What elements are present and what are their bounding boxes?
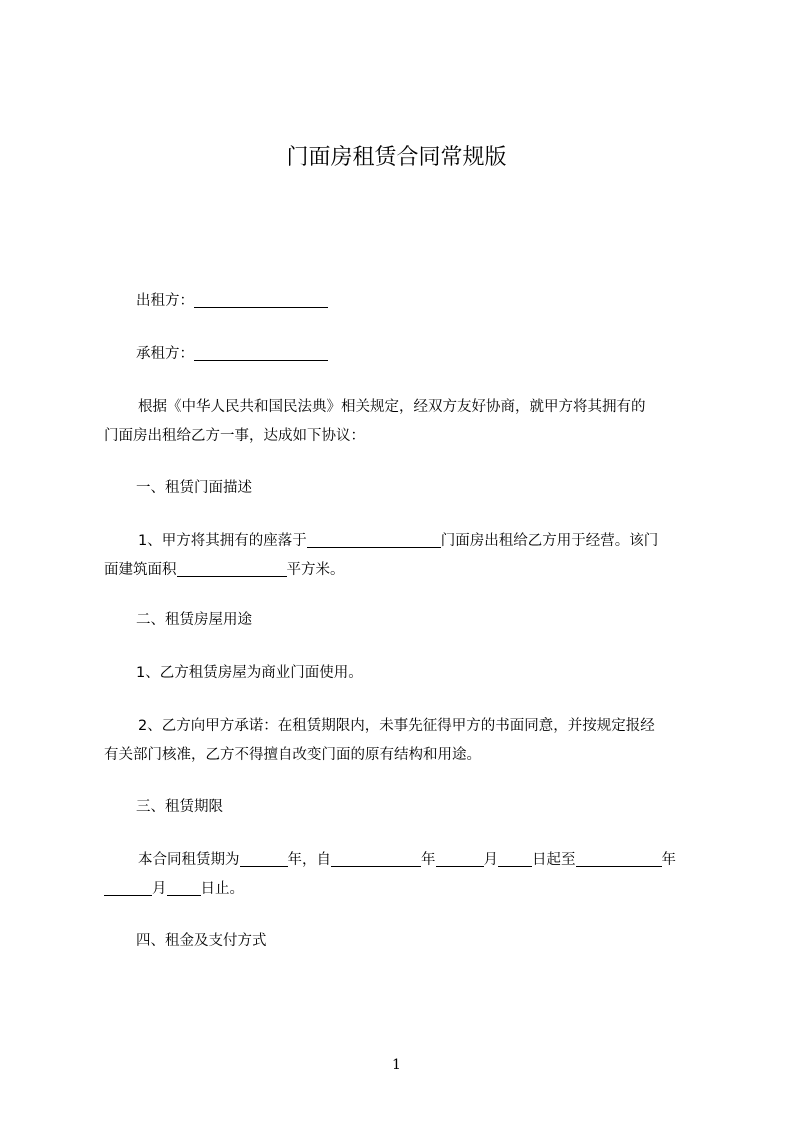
lessee-label: 承租方： bbox=[136, 346, 194, 362]
term-text: 月 bbox=[152, 881, 167, 897]
section-heading: 四、租金及支付方式 bbox=[136, 933, 267, 949]
section3-term bbox=[104, 846, 704, 904]
start-month-blank bbox=[436, 850, 484, 867]
location-blank bbox=[307, 531, 441, 548]
section-heading: 一、租赁门面描述 bbox=[136, 480, 252, 496]
term-text: 日止。 bbox=[200, 881, 244, 897]
item-text: 1、甲方将其拥有的座落于 bbox=[138, 533, 307, 549]
lessor-line bbox=[136, 287, 736, 316]
lessee-blank bbox=[194, 344, 328, 361]
page-number: 1 bbox=[392, 1057, 401, 1073]
item-line bbox=[104, 527, 704, 556]
section1-item1 bbox=[104, 527, 704, 585]
lessor-label: 出租方： bbox=[136, 293, 194, 309]
term-text: 年，自 bbox=[287, 852, 331, 868]
intro-line: 门面房出租给乙方一事，达成如下协议： bbox=[104, 428, 365, 444]
term-text: 年 bbox=[661, 852, 676, 868]
start-year-blank bbox=[331, 850, 421, 867]
section2-item2 bbox=[104, 712, 704, 770]
item-line: 2、乙方向甲方承诺：在租赁期限内，未事先征得甲方的书面同意，并按规定报经 bbox=[138, 718, 655, 734]
area-blank bbox=[177, 560, 287, 577]
term-line bbox=[104, 875, 704, 904]
page-title: 门面房租赁合同常规版 bbox=[286, 145, 507, 170]
years-blank bbox=[240, 850, 288, 867]
lessor-blank bbox=[194, 291, 328, 308]
item-text: 面建筑面积 bbox=[104, 562, 177, 578]
term-line bbox=[104, 846, 704, 875]
section2-item1: 1、乙方租赁房屋为商业门面使用。 bbox=[136, 665, 363, 681]
term-text: 日起至 bbox=[532, 852, 576, 868]
end-month-blank bbox=[104, 879, 152, 896]
intro-paragraph bbox=[104, 393, 704, 451]
item-text: 平方米。 bbox=[286, 562, 345, 578]
term-text: 本合同租赁期为 bbox=[138, 852, 240, 868]
lessee-line bbox=[136, 340, 736, 369]
end-year-blank bbox=[576, 850, 662, 867]
start-day-blank bbox=[498, 850, 532, 867]
intro-line: 根据《中华人民共和国民法典》相关规定，经双方友好协商，就甲方将其拥有的 bbox=[138, 399, 646, 415]
item-line bbox=[104, 556, 704, 585]
term-text: 年 bbox=[421, 852, 436, 868]
term-text: 月 bbox=[483, 852, 498, 868]
section-heading: 二、租赁房屋用途 bbox=[136, 612, 252, 628]
item-line: 有关部门核准，乙方不得擅自改变门面的原有结构和用途。 bbox=[104, 747, 481, 763]
item-text: 门面房出租给乙方用于经营。该门 bbox=[440, 533, 659, 549]
end-day-blank bbox=[167, 879, 201, 896]
section-heading: 三、租赁期限 bbox=[136, 799, 223, 815]
